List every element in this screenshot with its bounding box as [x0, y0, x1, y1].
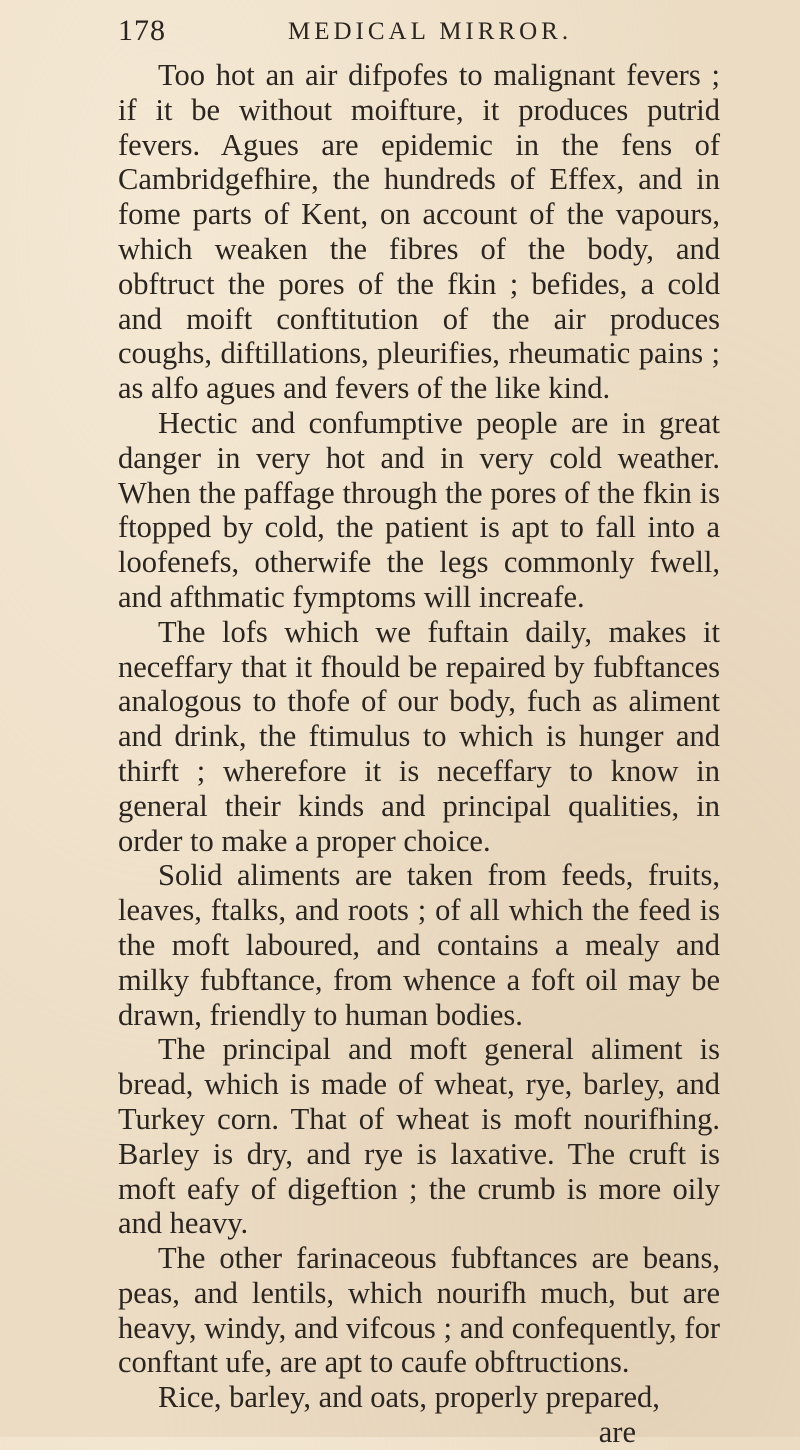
catchword: are — [598, 1415, 636, 1450]
paragraph-farinaceous: The other farinaceous fubftances are beans, peas, and lentils, which nourifh much, but are heavy, windy, and vifcous ; and confequently, for conftant ufe, are apt to caufe obftructions. — [118, 1241, 720, 1380]
paragraph-bread: The principal and moft general aliment is bread, which is made of wheat, rye, barley, and Turkey corn. That of wheat is moft nourifhing. Barley is dry, and rye is laxative. The cruft is moft eafy of digeftion ; the crumb is more oily and heavy. — [118, 1032, 720, 1241]
paragraph-rice: Rice, barley, and oats, properly prepared, — [158, 1380, 660, 1415]
paragraph-daily-loss: The lofs which we fuftain daily, makes it neceffary that it fhould be repaired by fubftances analogous to thofe of our body, fuch as aliment and drink, the ftimulus to which is hunger and thirft ; wherefore it is neceffary to know in general their kinds and principal qualities, in order to make a proper choice. — [118, 614, 720, 858]
body-text — [118, 58, 720, 1450]
page-header — [118, 10, 678, 50]
page-number: 178 — [118, 14, 166, 47]
paragraph-climate-fevers: Too hot an air difpofes to malignant fevers ; if it be without moifture, it produces putrid fevers. Agues are epidemic in the fens of Cambridgefhire, the hundreds of Effex, and in fome parts of Kent, on account of the vapours, which weaken the fibres of the body, and obftruct the pores of the fkin ; befides, a cold and moift conftitution of the air produces coughs, diftillations, pleurifies, rheumatic pains ; as alfo agues and fevers of the like kind. — [118, 58, 720, 406]
paragraph-hectic-people: Hectic and confumptive people are in great danger in very hot and in very cold weather. When the paffage through the pores of the fkin is ftopped by cold, the patient is apt to fall into a loofenefs, otherwife the legs commonly fwell, and afthmatic fymptoms will increafe. — [118, 405, 720, 614]
running-title: MEDICAL MIRROR. — [288, 18, 573, 45]
paragraph-solid-aliments: Solid aliments are taken from feeds, fruits, leaves, ftalks, and roots ; of all which the feed is the moft laboured, and contains a mealy and milky fubftance, from whence a foft oil may be drawn, friendly to human bodies. — [118, 858, 720, 1032]
